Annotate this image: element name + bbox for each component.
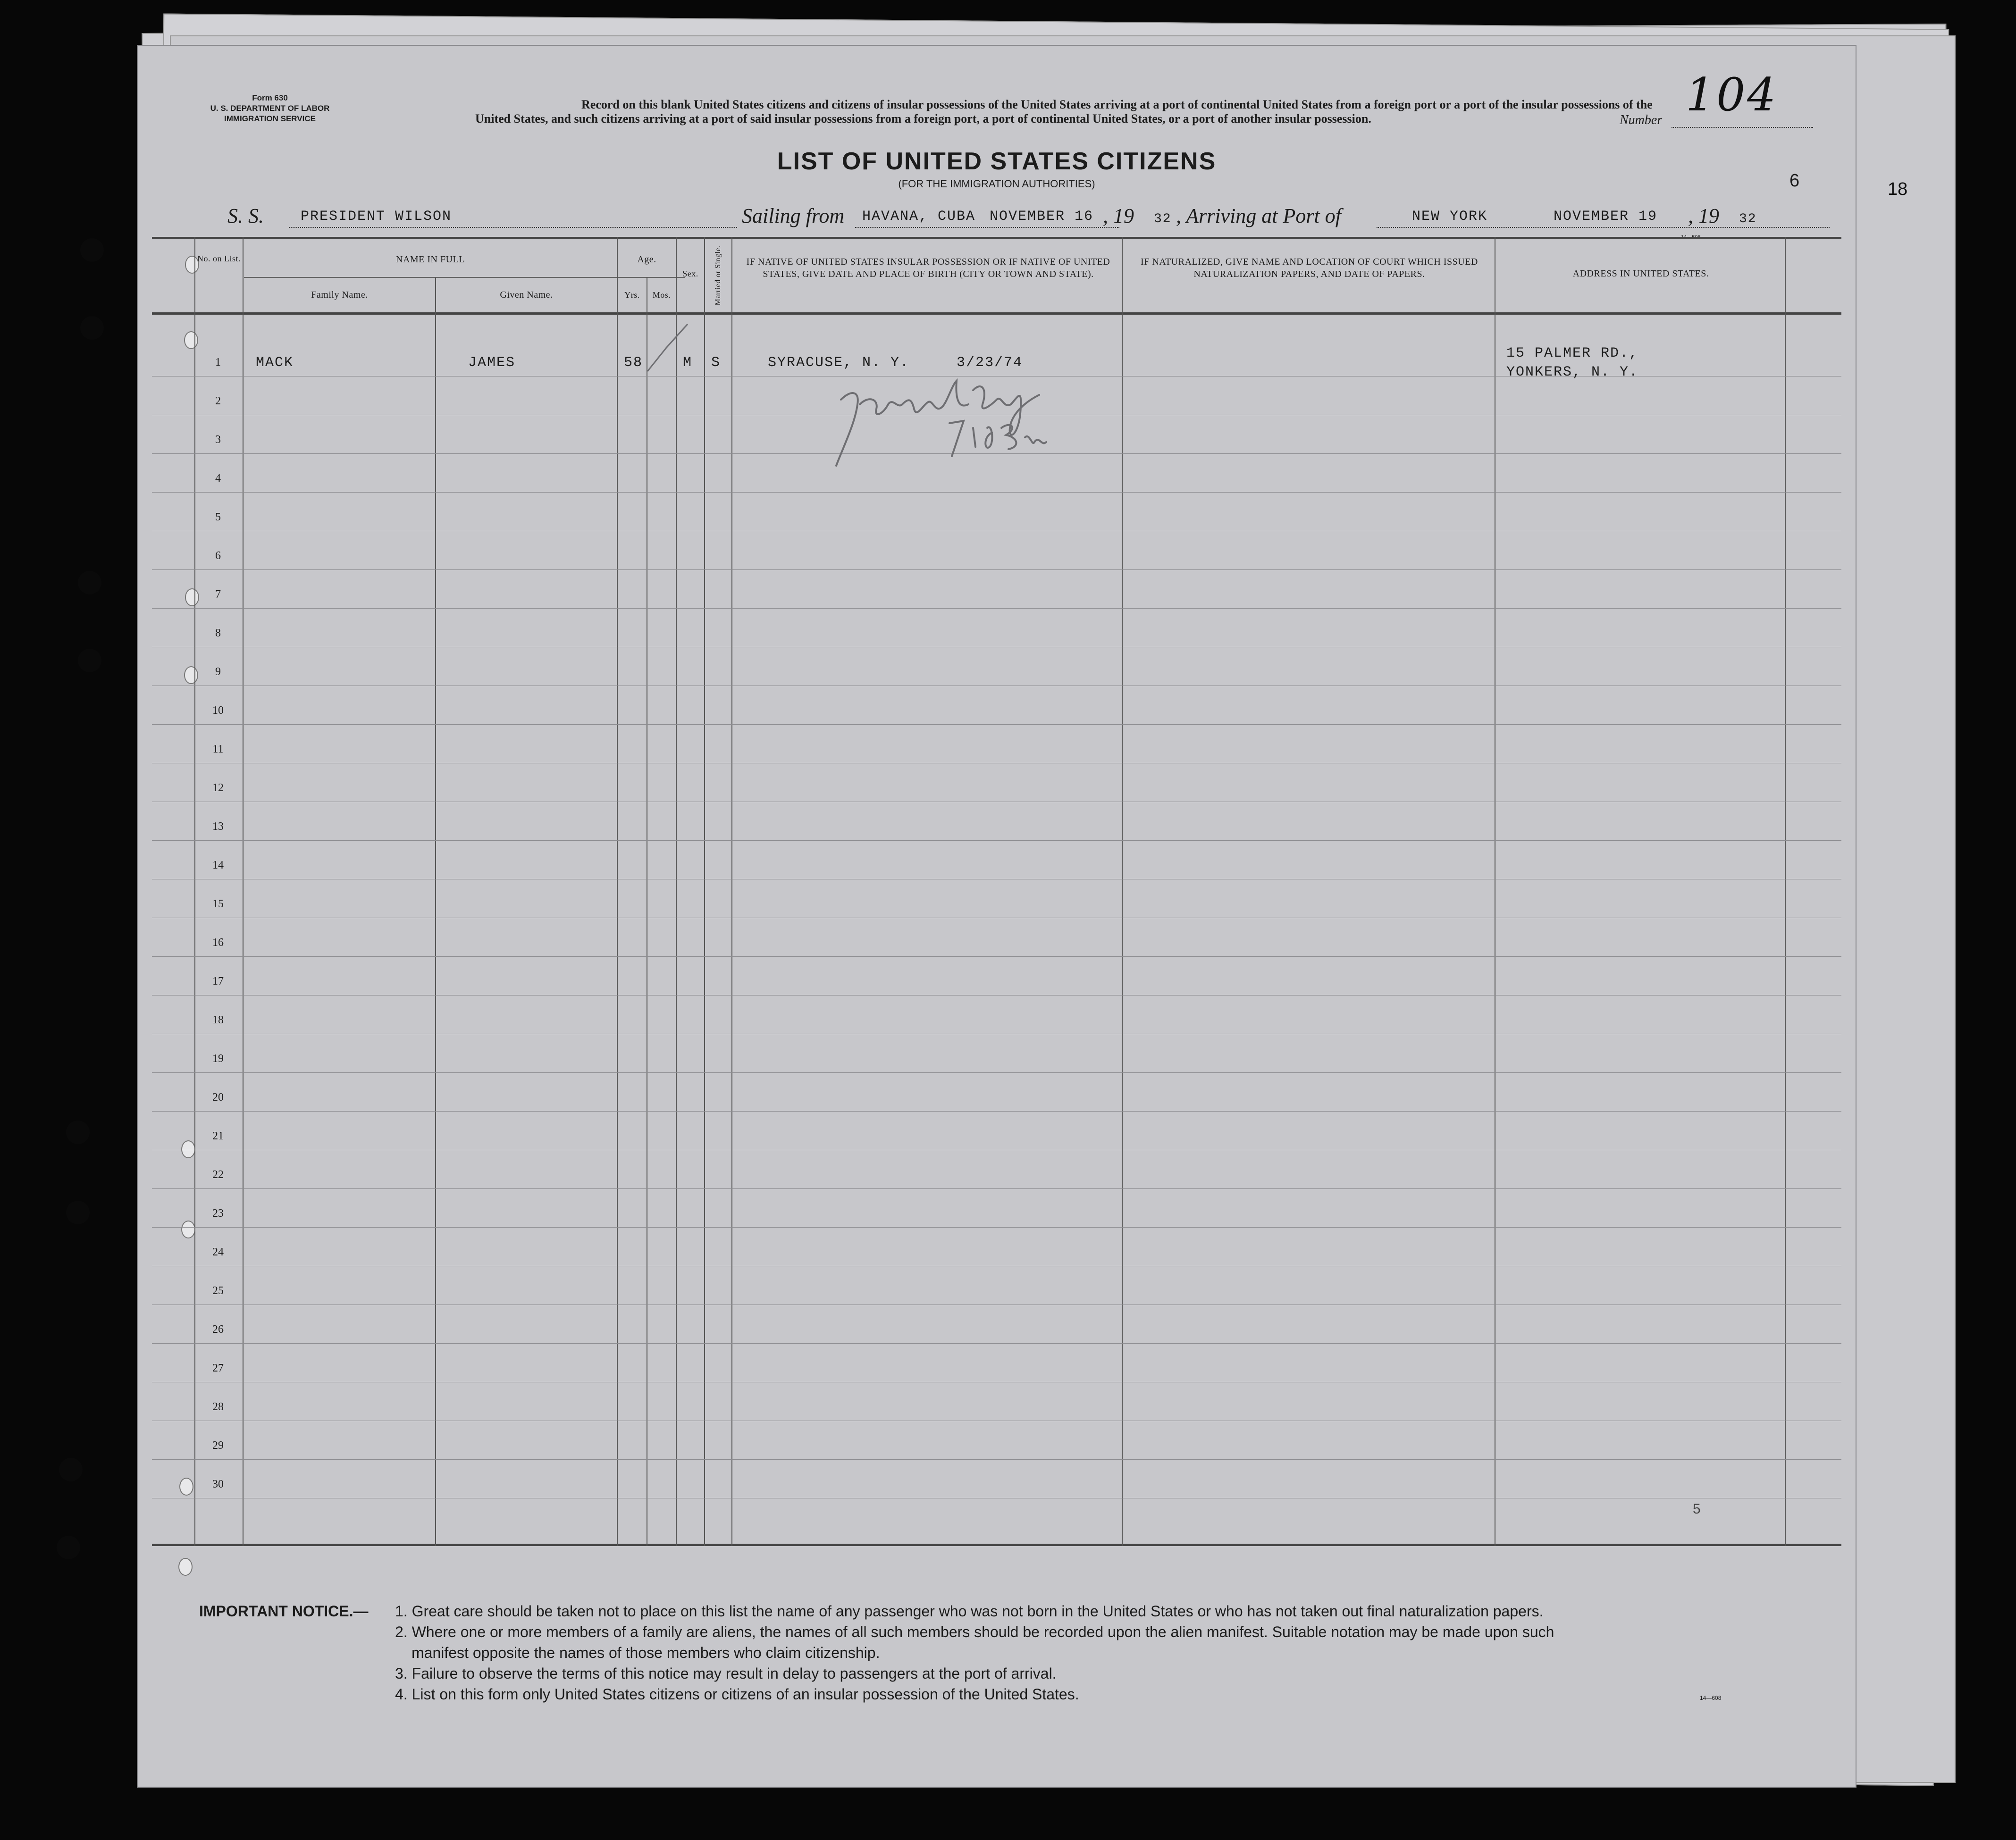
row-number: 15 (212, 898, 224, 910)
col-header-no: No. on List. (197, 254, 241, 263)
check-mark (638, 319, 695, 376)
arrival-year: 32 (1739, 212, 1757, 226)
col-header-yrs: Yrs. (624, 290, 640, 300)
departure-year: 32 (1154, 212, 1172, 226)
form-title: LIST OF UNITED STATES CITIZENS (777, 148, 1217, 175)
col-header-sex: Sex. (682, 269, 698, 278)
binder-hole (78, 649, 101, 672)
departure-year-prefix: , 19 (1103, 204, 1134, 227)
reinforcement-hole (181, 1221, 195, 1238)
col-header-given-name: Given Name. (500, 290, 553, 300)
col-rule (1785, 237, 1786, 1546)
binder-hole (80, 238, 104, 262)
arrival-year-prefix: , 19 (1688, 204, 1719, 227)
page-number: 6 (1789, 171, 1800, 191)
binder-hole (59, 1458, 83, 1481)
reinforcement-hole (184, 666, 198, 684)
col-header-age: Age. (637, 254, 656, 265)
row-number: 16 (212, 937, 224, 949)
table-bottom-rule (152, 1544, 1841, 1546)
reinforcement-hole (178, 1558, 193, 1576)
notice-item: 4. List on this form only United States citizens or citizens of an insular possession of the United States. (395, 1686, 1079, 1703)
row-number: 24 (212, 1246, 224, 1258)
notice-label: IMPORTANT NOTICE.— (199, 1603, 369, 1620)
row-rule (152, 1072, 1841, 1073)
service-name: IMMIGRATION SERVICE (224, 114, 316, 123)
row-number: 26 (212, 1323, 224, 1336)
row-number: 18 (212, 1014, 224, 1026)
address-line2-cell: YONKERS, N. Y. (1506, 364, 1639, 380)
marital-status-cell: S (711, 355, 721, 371)
reinforcement-hole (179, 1478, 193, 1496)
side-page-number: 18 (1888, 179, 1908, 199)
row-number: 28 (212, 1401, 224, 1413)
row-rule (152, 608, 1841, 609)
col-header-address: ADDRESS IN UNITED STATES. (1572, 268, 1709, 279)
ship-name: PRESIDENT WILSON (301, 209, 452, 225)
col-header-birth: IF NATIVE OF UNITED STATES INSULAR POSSESSION OR IF NATIVE OF UNITED STATES, GIVE DATE AND PLACE OF BIRTH (CITY OR TOWN AND STATE). (746, 257, 1110, 279)
reinforcement-hole (185, 588, 199, 606)
row-number: 25 (212, 1285, 224, 1297)
binder-hole (57, 1536, 80, 1559)
row-number: 23 (212, 1207, 224, 1220)
row-number: 4 (215, 472, 221, 485)
footer-code: 14—608 (1700, 1695, 1722, 1701)
col-rule (676, 237, 677, 1546)
col-header-mos: Mos. (652, 290, 671, 300)
row-number: 30 (212, 1478, 224, 1490)
header-bottom-rule (152, 312, 1841, 315)
row-number: 21 (212, 1130, 224, 1142)
row-number: 3 (215, 434, 221, 446)
arrival-line (1377, 227, 1830, 228)
sailing-from-port: HAVANA, CUBA (862, 209, 976, 225)
row-number: 20 (212, 1091, 224, 1104)
reinforcement-hole (184, 331, 198, 349)
sailing-from-label: Sailing from (742, 204, 845, 227)
row-rule (152, 1188, 1841, 1189)
row-rule (152, 569, 1841, 570)
arriving-label: , Arriving at Port of (1176, 204, 1341, 227)
number-line (1672, 127, 1813, 128)
col-rule (1122, 237, 1123, 1546)
form-id-block (180, 93, 360, 124)
row-number: 5 (215, 511, 221, 523)
col-rule (704, 237, 705, 1546)
row-rule (152, 492, 1841, 493)
notice-item: 2. Where one or more members of a family are aliens, the names of all such members should be recorded upon the alien manifest. Suitable notation may be made upon such (395, 1623, 1554, 1640)
sailing-from-line (855, 227, 1119, 228)
row-number: 27 (212, 1362, 224, 1374)
col-header-naturalized: IF NATURALIZED, GIVE NAME AND LOCATION OF COURT WHICH ISSUED NATURALIZATION PAPERS, AND DATE OF PAPERS. (1141, 257, 1478, 279)
row-number: 22 (212, 1169, 224, 1181)
col-rule (243, 237, 244, 1546)
row-rule (152, 1227, 1841, 1228)
record-instruction: Record on this blank United States citizens and citizens of insular possessions of the United States arriving at a port of continental United States from a foreign port or a port of the insular possessions of the United States, and such citizens arriving at a port of said insular possessions from a foreign port, a port of continental United States, or a port of another insular possession. (475, 98, 1653, 125)
row-number: 11 (212, 743, 224, 755)
row-number: 6 (215, 550, 221, 562)
col-rule (731, 237, 732, 1546)
notice-item: 1. Great care should be taken not to place on this list the name of any passenger who was not born in the United States or who has not taken out final naturalization papers. (395, 1603, 1544, 1620)
reinforcement-hole (181, 1140, 195, 1158)
list-number: 104 (1686, 68, 1778, 121)
notice-item: 3. Failure to observe the terms of this notice may result in delay to passengers at the port of arrival. (395, 1665, 1057, 1682)
departure-date: NOVEMBER 16 (990, 209, 1094, 225)
row-number: 7 (215, 588, 221, 601)
number-label: Number (1620, 113, 1663, 127)
age-header-rule (619, 277, 676, 278)
notice-item: manifest opposite the names of those members who claim citizenship. (412, 1644, 880, 1661)
row-number: 8 (215, 627, 221, 639)
binder-hole (66, 1201, 90, 1224)
arrival-port: NEW YORK (1412, 209, 1488, 225)
form-number: Form 630 (252, 93, 288, 102)
table-top-rule (152, 237, 1841, 239)
birth-date-cell: 3/23/74 (957, 355, 1023, 371)
row-number: 9 (215, 666, 221, 678)
row-number: 13 (212, 820, 224, 833)
department-name: U. S. DEPARTMENT OF LABOR (210, 104, 330, 113)
row-number: 29 (212, 1439, 224, 1452)
row-rule (152, 1111, 1841, 1112)
col-header-name-in-full: NAME IN FULL (396, 254, 465, 265)
sex-cell: M (683, 355, 693, 371)
given-name-cell: JAMES (468, 355, 516, 371)
row-number: 1 (215, 356, 221, 368)
arrival-date: NOVEMBER 19 (1554, 209, 1658, 225)
row-number: 12 (212, 782, 224, 794)
row-number: 19 (212, 1053, 224, 1065)
col-header-family-name: Family Name. (311, 290, 368, 300)
col-rule (435, 277, 436, 1546)
row-number: 2 (215, 395, 221, 407)
row-number: 14 (212, 859, 224, 871)
col-rule (617, 237, 618, 1546)
row-rule (152, 1343, 1841, 1344)
birth-place-cell: SYRACUSE, N. Y. (768, 355, 910, 371)
ship-name-line (289, 227, 737, 228)
binder-hole (66, 1121, 90, 1144)
age-yrs-cell: 58 (624, 355, 643, 371)
col-header-married: Married or Single. (714, 245, 722, 306)
row-number: 17 (212, 975, 224, 987)
row-rule (152, 956, 1841, 957)
row-rule (152, 724, 1841, 725)
col-rule (194, 237, 195, 1546)
row-rule (152, 1459, 1841, 1460)
important-notice (395, 1601, 1834, 1705)
row-number: 10 (212, 704, 224, 717)
family-name-cell: MACK (256, 355, 294, 371)
binder-hole (78, 571, 101, 594)
bottom-mark: 5 (1693, 1501, 1701, 1517)
row-rule (152, 840, 1841, 841)
address-line1-cell: 15 PALMER RD., (1506, 345, 1639, 361)
ss-label: S. S. (227, 204, 264, 227)
form-subtitle: (FOR THE IMMIGRATION AUTHORITIES) (898, 178, 1095, 190)
inspector-handwritten-annotation (832, 371, 1058, 485)
citizen-list-form (137, 45, 1856, 1788)
binder-hole (80, 316, 104, 340)
